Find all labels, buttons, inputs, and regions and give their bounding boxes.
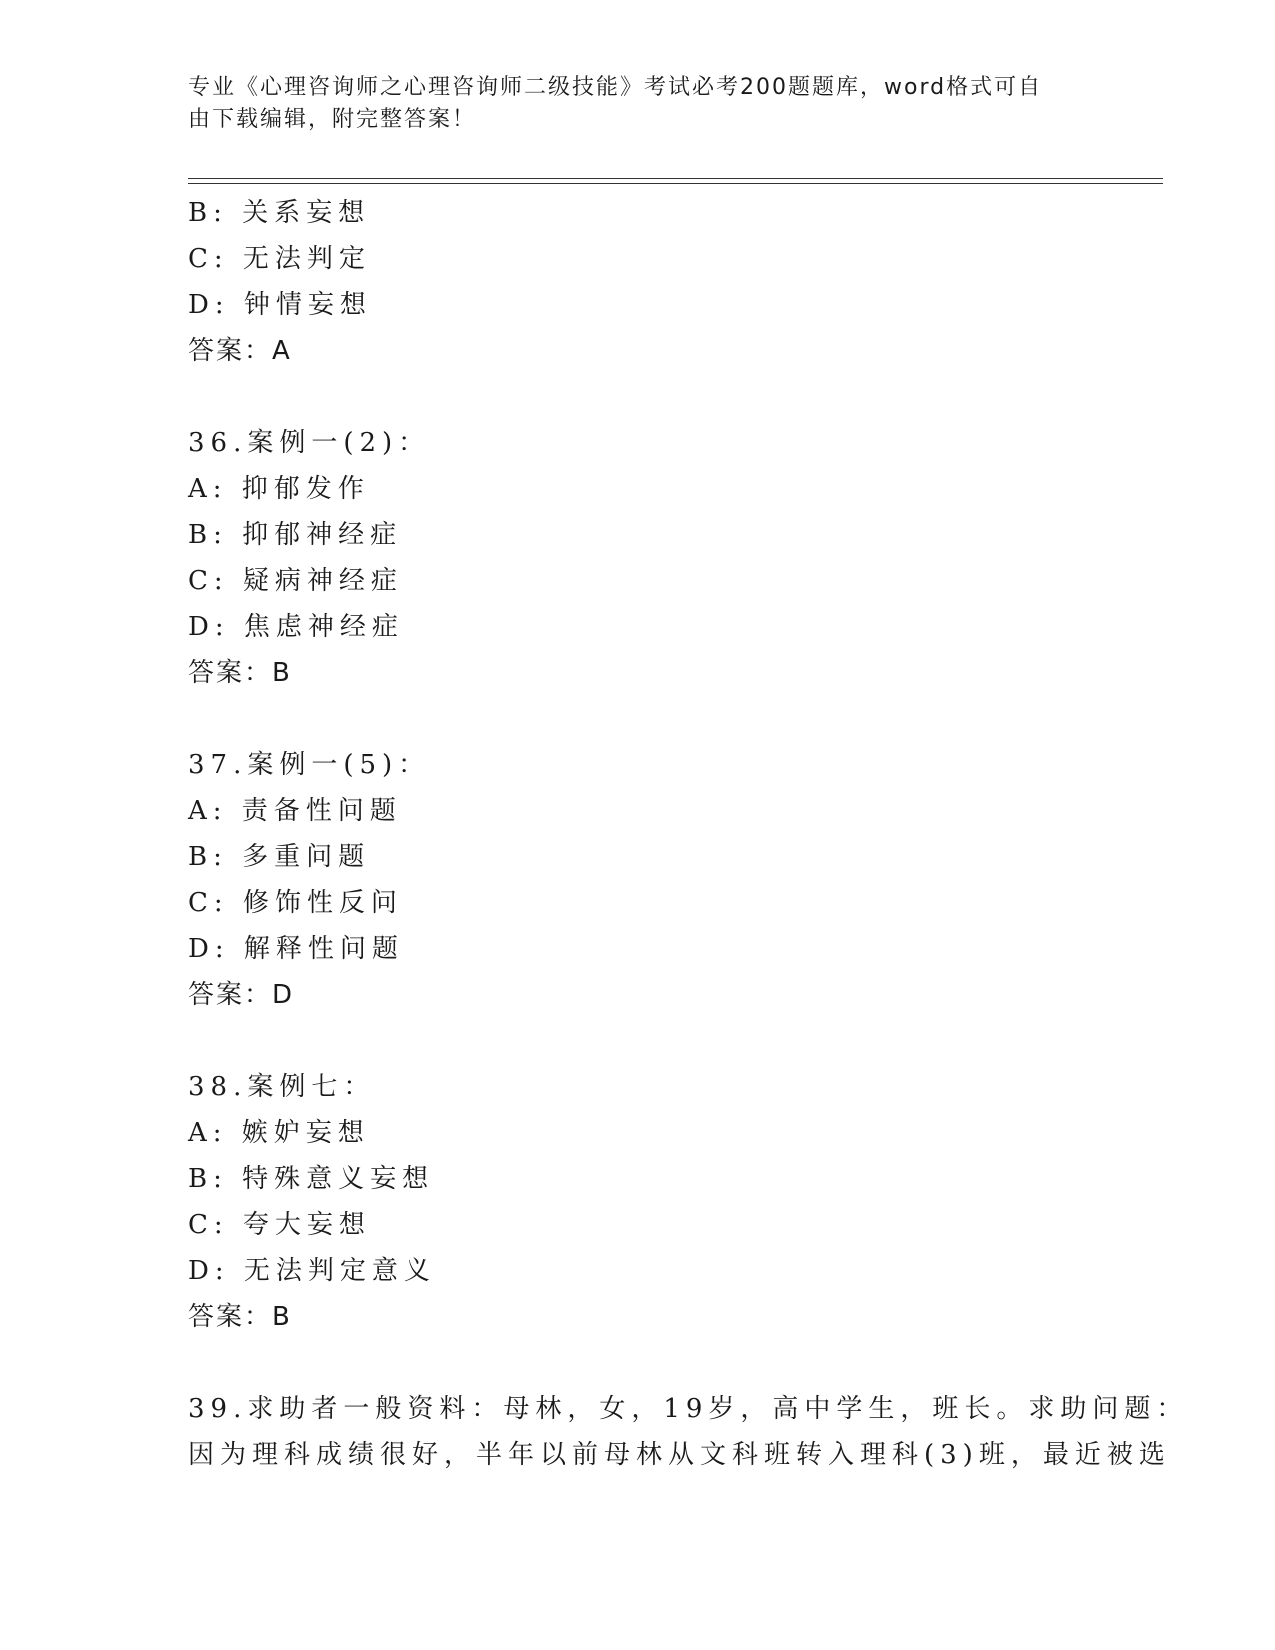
question-title: 36.案例一(2)： bbox=[188, 428, 431, 458]
option-c: C: 无法判定 bbox=[188, 244, 371, 274]
option-b: B: 关系妄想 bbox=[188, 198, 371, 228]
option-d: D: 无法判定意义 bbox=[188, 1256, 436, 1286]
question-38 bbox=[188, 1064, 1088, 1340]
spacer bbox=[188, 1018, 1088, 1064]
answer: 答案：A bbox=[188, 336, 292, 366]
question-35 bbox=[188, 190, 1088, 374]
header-line-1: 专业《心理咨询师之心理咨询师二级技能》考试必考200题题库，word格式可自 bbox=[188, 75, 1043, 100]
option-d: D: 焦虑神经症 bbox=[188, 612, 404, 642]
question-37 bbox=[188, 742, 1088, 1018]
question-title: 37.案例一(5)： bbox=[188, 750, 431, 780]
option-a: A: 嫉妒妄想 bbox=[188, 1118, 370, 1148]
option-b: B: 抑郁神经症 bbox=[188, 520, 403, 550]
answer: 答案：D bbox=[188, 980, 295, 1010]
question-stem-line-1: 39.求助者一般资料：母林，女，19岁，高中学生，班长。求助问题： bbox=[188, 1394, 1189, 1424]
option-a: A: 责备性问题 bbox=[188, 796, 402, 826]
answer: 答案：B bbox=[188, 658, 292, 688]
option-a: A: 抑郁发作 bbox=[188, 474, 370, 504]
question-stem-line-2: 因为理科成绩很好，半年以前母林从文科班转入理科(3)班，最近被选 bbox=[188, 1440, 1171, 1470]
spacer bbox=[188, 374, 1088, 420]
question-36 bbox=[188, 420, 1088, 696]
spacer bbox=[188, 1340, 1088, 1386]
spacer bbox=[188, 696, 1088, 742]
option-c: C: 夸大妄想 bbox=[188, 1210, 371, 1240]
option-b: B: 多重问题 bbox=[188, 842, 371, 872]
question-list bbox=[188, 190, 1189, 1478]
header-divider-top bbox=[188, 178, 1163, 179]
option-b: B: 特殊意义妄想 bbox=[188, 1164, 435, 1194]
option-d: D: 解释性问题 bbox=[188, 934, 404, 964]
option-c: C: 疑病神经症 bbox=[188, 566, 403, 596]
answer: 答案：B bbox=[188, 1302, 292, 1332]
document-header bbox=[188, 72, 1088, 136]
question-title: 38.案例七： bbox=[188, 1072, 376, 1102]
question-39 bbox=[188, 1386, 1189, 1478]
header-line-2: 由下载编辑，附完整答案！ bbox=[188, 107, 477, 132]
header-divider-bottom bbox=[188, 183, 1163, 184]
option-d: D: 钟情妄想 bbox=[188, 290, 372, 320]
option-c: C: 修饰性反问 bbox=[188, 888, 403, 918]
